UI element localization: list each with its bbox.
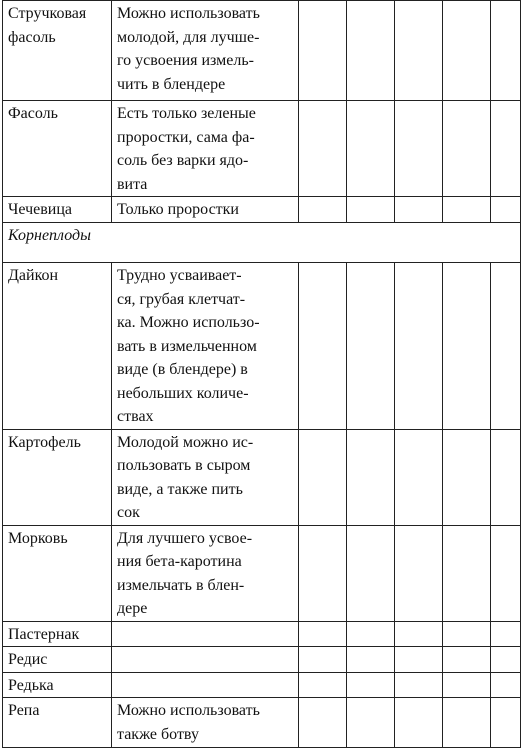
empty-mark-cell: [347, 698, 395, 748]
empty-mark-cell: [443, 101, 491, 197]
empty-mark-cell: [347, 647, 395, 673]
empty-mark-cell: [443, 525, 491, 621]
empty-mark-cell: [491, 263, 521, 430]
empty-mark-cell: [443, 263, 491, 430]
empty-mark-cell: [443, 647, 491, 673]
empty-mark-cell: [395, 647, 443, 673]
empty-mark-cell: [347, 1, 395, 101]
vegetable-name-cell: Морковь: [3, 525, 112, 621]
empty-mark-cell: [299, 101, 347, 197]
vegetable-name-cell: Пастернак: [3, 621, 112, 647]
empty-mark-cell: [395, 621, 443, 647]
section-row: [3, 223, 521, 263]
empty-mark-cell: [395, 525, 443, 621]
empty-mark-cell: [491, 672, 521, 698]
usage-note-cell: Молодой можно ис- пользовать в сыром виде, а также пить сок: [112, 429, 299, 525]
empty-mark-cell: [347, 621, 395, 647]
empty-mark-cell: [299, 672, 347, 698]
vegetable-name-cell: Репа: [3, 698, 112, 748]
empty-mark-cell: [443, 621, 491, 647]
vegetable-table: [2, 0, 521, 748]
table-row: [3, 197, 521, 223]
empty-mark-cell: [347, 525, 395, 621]
usage-note-cell: [112, 672, 299, 698]
empty-mark-cell: [491, 197, 521, 223]
usage-note-cell: Можно использовать также ботву: [112, 698, 299, 748]
usage-note-cell: Только проростки: [112, 197, 299, 223]
usage-note-cell: [112, 621, 299, 647]
vegetable-name-cell: Стручковая фасоль: [3, 1, 112, 101]
empty-mark-cell: [395, 698, 443, 748]
vegetable-name-cell: Фасоль: [3, 101, 112, 197]
usage-note-cell: Для лучшего усвое- ния бета-каротина измельчать в блен- дере: [112, 525, 299, 621]
vegetable-name-cell: Дайкон: [3, 263, 112, 430]
empty-mark-cell: [395, 1, 443, 101]
vegetable-name-cell: Чечевица: [3, 197, 112, 223]
table-row: [3, 672, 521, 698]
empty-mark-cell: [443, 672, 491, 698]
empty-mark-cell: [443, 197, 491, 223]
empty-mark-cell: [299, 429, 347, 525]
empty-mark-cell: [491, 698, 521, 748]
empty-mark-cell: [347, 429, 395, 525]
empty-mark-cell: [491, 621, 521, 647]
table-row: [3, 263, 521, 430]
empty-mark-cell: [347, 672, 395, 698]
empty-mark-cell: [299, 525, 347, 621]
vegetable-name-cell: Редька: [3, 672, 112, 698]
table-row: [3, 101, 521, 197]
empty-mark-cell: [347, 101, 395, 197]
empty-mark-cell: [491, 647, 521, 673]
table-row: [3, 647, 521, 673]
empty-mark-cell: [491, 429, 521, 525]
empty-mark-cell: [395, 101, 443, 197]
usage-note-cell: Трудно усваивает- ся, грубая клетчат- ка. Можно использо- вать в измельченном виде (в блендере) в небольших количе- ствах: [112, 263, 299, 430]
empty-mark-cell: [443, 1, 491, 101]
empty-mark-cell: [491, 525, 521, 621]
empty-mark-cell: [299, 263, 347, 430]
usage-note-cell: [112, 647, 299, 673]
empty-mark-cell: [395, 197, 443, 223]
table-row: [3, 525, 521, 621]
empty-mark-cell: [491, 101, 521, 197]
empty-mark-cell: [395, 263, 443, 430]
empty-mark-cell: [443, 698, 491, 748]
section-title: Корнеплоды: [3, 223, 521, 263]
empty-mark-cell: [299, 1, 347, 101]
empty-mark-cell: [395, 429, 443, 525]
empty-mark-cell: [347, 197, 395, 223]
table-row: [3, 621, 521, 647]
empty-mark-cell: [347, 263, 395, 430]
empty-mark-cell: [299, 647, 347, 673]
usage-note-cell: Можно использовать молодой, для лучше- го усвоения измель- чить в блендере: [112, 1, 299, 101]
empty-mark-cell: [299, 197, 347, 223]
empty-mark-cell: [299, 698, 347, 748]
usage-note-cell: Есть только зеленые проростки, сама фа- соль без варки ядо- вита: [112, 101, 299, 197]
table-row: [3, 429, 521, 525]
table-row: [3, 1, 521, 101]
empty-mark-cell: [491, 1, 521, 101]
vegetable-name-cell: Картофель: [3, 429, 112, 525]
empty-mark-cell: [395, 672, 443, 698]
vegetable-name-cell: Редис: [3, 647, 112, 673]
empty-mark-cell: [299, 621, 347, 647]
empty-mark-cell: [443, 429, 491, 525]
table-row: [3, 698, 521, 748]
